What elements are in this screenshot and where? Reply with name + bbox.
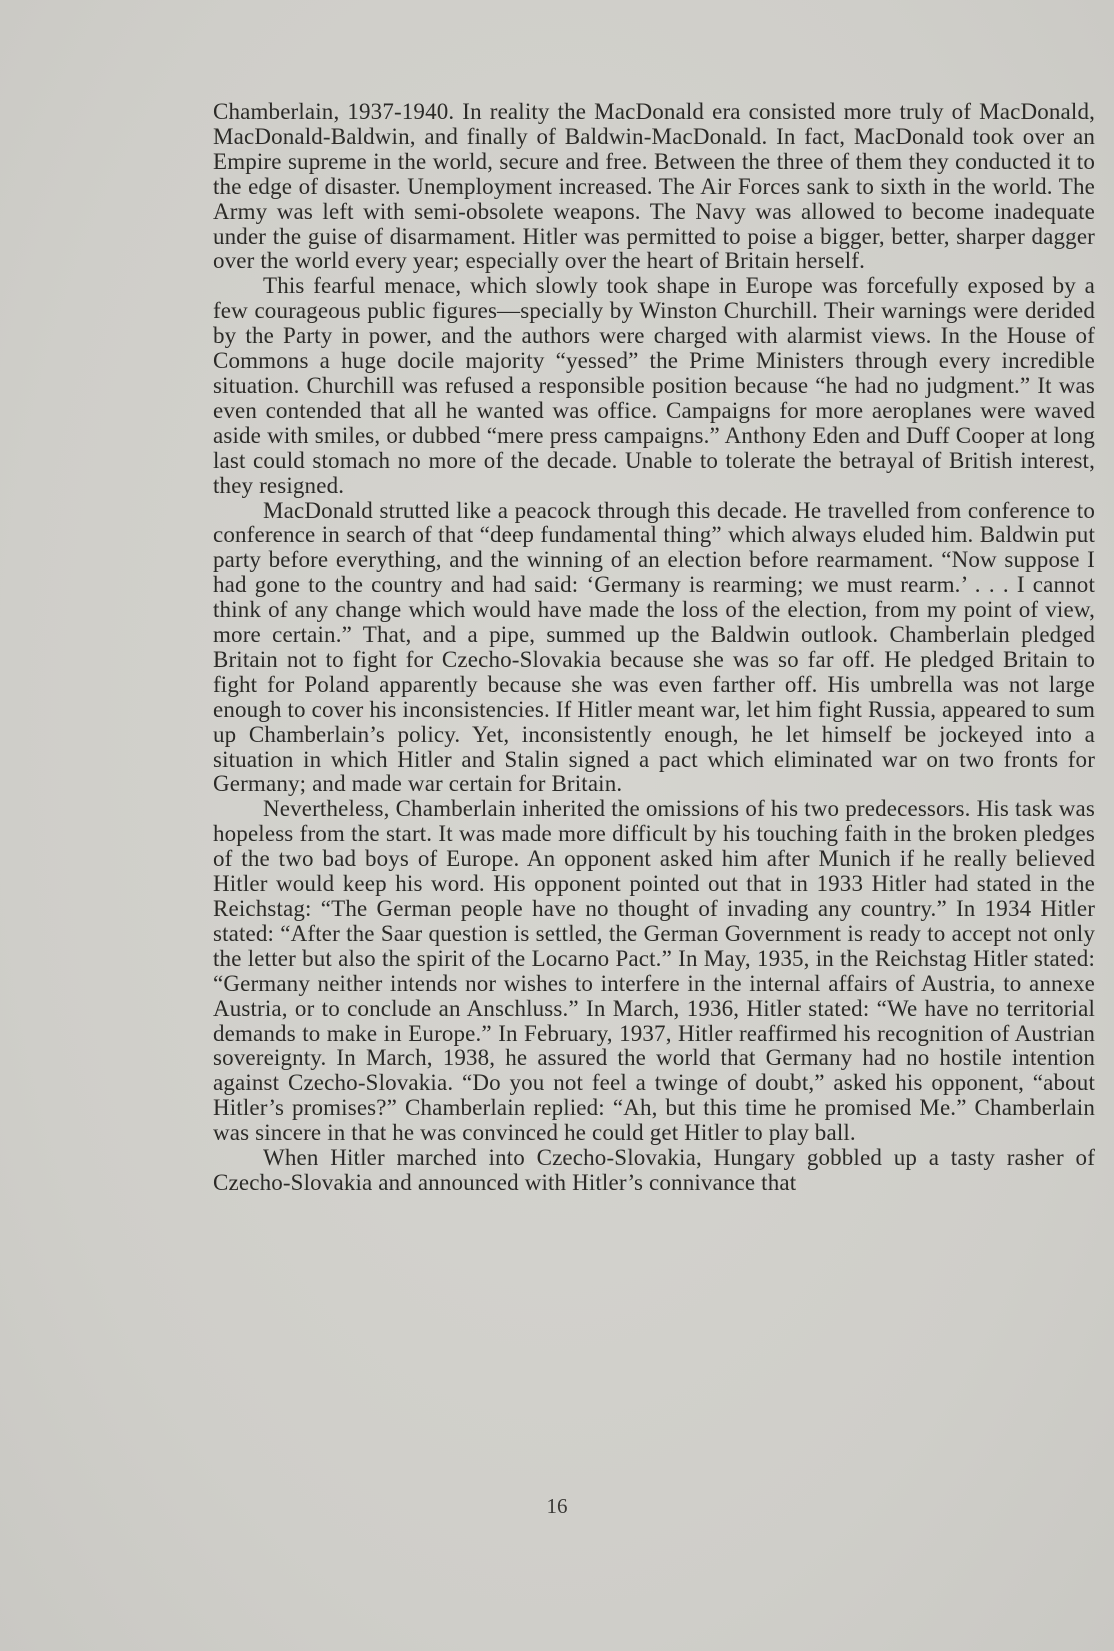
body-text: [213, 100, 1095, 1196]
paragraph-2: This fearful menace, which slowly took shape in Europe was forcefully exposed by a few courageous public figures—specially by Winston Churchill. Their warnings were derided by the Party in power, and the authors were charged with alarmist views. In the House of Commons a huge docile majority “yessed” the Prime Ministers through every incredible situation. Churchill was refused a responsible position because “he had no judgment.” It was even contended that all he wanted was office. Campaigns for more aeroplanes were waved aside with smiles, or dubbed “mere press campaigns.” Anthony Eden and Duff Cooper at long last could stomach no more of the decade. Unable to tolerate the betrayal of British interest, they resigned.: [213, 273, 1095, 498]
paragraph-1: Chamberlain, 1937-1940. In reality the MacDonald era consisted more truly of MacDonald, MacDonald-Baldwin, and finally of Baldwin-MacDonald. In fact, MacDonald took over an Empire supreme in the world, secure and free. Between the three of them they conducted it to the edge of disaster. Unemployment increased. The Air Forces sank to sixth in the world. The Army was left with semi-obsolete weapons. The Navy was allowed to become inadequate under the guise of disarmament. Hitler was permitted to poise a bigger, better, sharper dagger over the world every year; especially over the heart of Britain herself.: [213, 99, 1095, 274]
paragraph-4: Nevertheless, Chamberlain inherited the omissions of his two predecessors. His task was hopeless from the start. It was made more difficult by his touching faith in the broken pledges of the two bad boys of Europe. An opponent asked him after Munich if he really believed Hitler would keep his word. His opponent pointed out that in 1933 Hitler had stated in the Reichstag: “The German people have no thought of invading any country.” In 1934 Hitler stated: “After the Saar question is settled, the German Government is ready to accept not only the letter but also the spirit of the Locarno Pact.” In May, 1935, in the Reichstag Hitler stated: “Germany neither intends nor wishes to interfere in the internal affairs of Austria, to annexe Austria, or to conclude an Anschluss.” In March, 1936, Hitler stated: “We have no territorial demands to make in Europe.” In February, 1937, Hitler reaffirmed his recognition of Austrian sovereignty. In March, 1938, he assured the world that Germany had no hostile intention against Czecho-Slovakia. “Do you not feel a twinge of doubt,” asked his opponent, “about Hitler’s promises?” Chamberlain replied: “Ah, but this time he promised Me.” Chamberlain was sincere in that he was convinced he could get Hitler to play ball.: [213, 796, 1095, 1146]
page-number: 16: [546, 1494, 568, 1518]
paragraph-3: MacDonald strutted like a peacock through this decade. He travelled from conference to conference in search of that “deep fundamental thing” which always eluded him. Baldwin put party before everything, and the winning of an election before rearmament. “Now suppose I had gone to the country and had said: ‘Germany is rearming; we must rearm.’ . . . I cannot think of any change which would have made the loss of the election, from my point of view, more certain.” That, and a pipe, summed up the Baldwin outlook. Chamberlain pledged Britain not to fight for Czecho-Slovakia because she was so far off. He pledged Britain to fight for Poland apparently because she was even farther off. His umbrella was not large enough to cover his inconsistencies. If Hitler meant war, let him fight Russia, appeared to sum up Chamberlain’s policy. Yet, inconsistently enough, he let himself be jockeyed into a situation in which Hitler and Stalin signed a pact which eliminated war on two fronts for Germany; and made war certain for Britain.: [213, 497, 1096, 797]
paragraph-5: When Hitler marched into Czecho-Slovakia, Hungary gobbled up a tasty rasher of Czecho-Slovakia and announced with Hitler’s connivance that: [213, 1145, 1095, 1195]
